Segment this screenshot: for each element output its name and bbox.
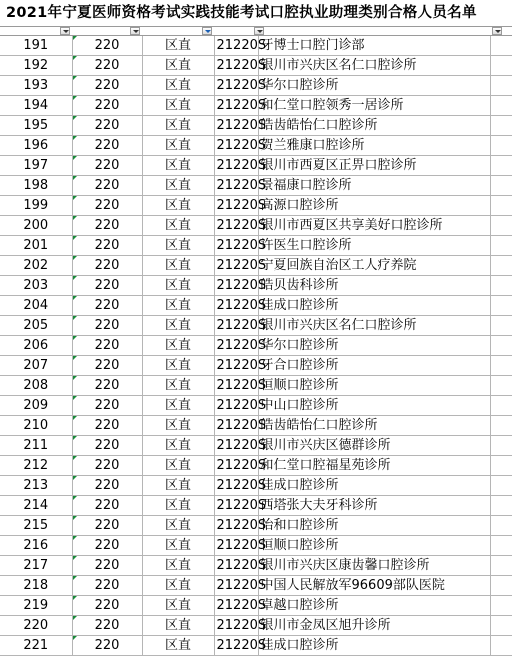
empty-cell[interactable]	[490, 76, 512, 96]
work-unit-cell[interactable]: 牙合口腔诊所	[258, 356, 490, 376]
work-unit-cell[interactable]: 银川市兴庆区名仁口腔诊所	[258, 56, 490, 76]
table-row[interactable]	[0, 356, 512, 376]
empty-cell[interactable]	[490, 216, 512, 236]
work-unit-cell[interactable]: 贺兰雅康口腔诊所	[258, 136, 490, 156]
table-row[interactable]	[0, 476, 512, 496]
empty-cell[interactable]	[490, 116, 512, 136]
row-number-cell[interactable]: 207	[0, 356, 72, 376]
exam-id-cell[interactable]: 21220S	[214, 76, 258, 96]
work-unit-cell[interactable]: 佳成口腔诊所	[258, 296, 490, 316]
exam-id-cell[interactable]: 21220S	[214, 136, 258, 156]
exam-id-cell[interactable]: 21220S	[214, 276, 258, 296]
filter-header-row	[0, 27, 512, 36]
table-row[interactable]	[0, 416, 512, 436]
score-cell[interactable]: 220	[72, 296, 142, 316]
work-unit-cell[interactable]: 银川市金凤区旭升诊所	[258, 616, 490, 636]
work-unit-cell[interactable]: 宁夏回族自治区工人疗养院	[258, 256, 490, 276]
exam-id-cell[interactable]: 21220S	[214, 536, 258, 556]
empty-cell[interactable]	[490, 596, 512, 616]
work-unit-cell[interactable]: 和仁堂口腔福星苑诊所	[258, 456, 490, 476]
area-cell[interactable]: 区直	[142, 516, 214, 536]
score-cell[interactable]: 220	[72, 176, 142, 196]
row-number-cell[interactable]: 196	[0, 136, 72, 156]
exam-id-cell[interactable]: 21220S	[214, 356, 258, 376]
score-cell[interactable]: 220	[72, 96, 142, 116]
area-cell[interactable]: 区直	[142, 276, 214, 296]
work-unit-cell[interactable]: 许医生口腔诊所	[258, 236, 490, 256]
table-row[interactable]	[0, 496, 512, 516]
table-row[interactable]	[0, 456, 512, 476]
empty-cell[interactable]	[490, 376, 512, 396]
work-unit-cell[interactable]: 高源口腔诊所	[258, 196, 490, 216]
exam-id-cell[interactable]: 21220S	[214, 296, 258, 316]
score-cell[interactable]: 220	[72, 516, 142, 536]
filter-dropdown-icon-col4[interactable]	[254, 27, 264, 35]
area-cell[interactable]: 区直	[142, 476, 214, 496]
empty-cell[interactable]	[490, 516, 512, 536]
exam-id-cell[interactable]: 21220S	[214, 236, 258, 256]
empty-cell[interactable]	[490, 336, 512, 356]
work-unit-cell[interactable]: 华尔口腔诊所	[258, 336, 490, 356]
exam-id-cell[interactable]: 21220S	[214, 336, 258, 356]
work-unit-cell[interactable]: 景福康口腔诊所	[258, 176, 490, 196]
exam-id-cell[interactable]: 21220S	[214, 256, 258, 276]
empty-cell[interactable]	[490, 536, 512, 556]
work-unit-cell[interactable]: 银川市兴庆区名仁口腔诊所	[258, 316, 490, 336]
row-number-cell[interactable]: 212	[0, 456, 72, 476]
empty-cell[interactable]	[490, 416, 512, 436]
table-row[interactable]	[0, 436, 512, 456]
table-row[interactable]	[0, 216, 512, 236]
filter-dropdown-icon-col2[interactable]	[130, 27, 140, 35]
area-cell[interactable]: 区直	[142, 216, 214, 236]
empty-cell[interactable]	[490, 196, 512, 216]
empty-cell[interactable]	[490, 236, 512, 256]
score-cell[interactable]: 220	[72, 476, 142, 496]
row-number-cell[interactable]: 202	[0, 256, 72, 276]
empty-cell[interactable]	[490, 276, 512, 296]
row-number-cell[interactable]: 203	[0, 276, 72, 296]
row-number-cell[interactable]: 217	[0, 556, 72, 576]
row-number-cell[interactable]: 201	[0, 236, 72, 256]
area-cell[interactable]: 区直	[142, 636, 214, 656]
work-unit-cell[interactable]: 银川市西夏区正畀口腔诊所	[258, 156, 490, 176]
exam-id-cell[interactable]: 21220S	[214, 176, 258, 196]
exam-id-cell[interactable]: 21220S	[214, 616, 258, 636]
score-cell[interactable]: 220	[72, 216, 142, 236]
row-number-cell[interactable]: 193	[0, 76, 72, 96]
score-cell[interactable]: 220	[72, 36, 142, 56]
empty-cell[interactable]	[490, 96, 512, 116]
table-row[interactable]	[0, 56, 512, 76]
score-cell[interactable]: 220	[72, 556, 142, 576]
sheet-title: 2021年宁夏医师资格考试实践技能考试口腔执业助理类别合格人员名单	[0, 0, 512, 27]
row-number-cell[interactable]: 210	[0, 416, 72, 436]
table-row[interactable]	[0, 156, 512, 176]
row-number-cell[interactable]: 218	[0, 576, 72, 596]
empty-cell[interactable]	[490, 456, 512, 476]
area-cell[interactable]: 区直	[142, 56, 214, 76]
filter-dropdown-icon-col1[interactable]	[60, 27, 70, 35]
score-cell[interactable]: 220	[72, 536, 142, 556]
score-cell[interactable]: 220	[72, 256, 142, 276]
row-number-cell[interactable]: 194	[0, 96, 72, 116]
exam-id-cell[interactable]: 21220S	[214, 216, 258, 236]
score-cell[interactable]: 220	[72, 196, 142, 216]
work-unit-cell[interactable]: 银川市西夏区共享美好口腔诊所	[258, 216, 490, 236]
area-cell[interactable]: 区直	[142, 496, 214, 516]
work-unit-cell[interactable]: 恒顺口腔诊所	[258, 536, 490, 556]
empty-cell[interactable]	[490, 556, 512, 576]
score-cell[interactable]: 220	[72, 636, 142, 656]
area-cell[interactable]: 区直	[142, 436, 214, 456]
row-number-cell[interactable]: 221	[0, 636, 72, 656]
area-cell[interactable]: 区直	[142, 36, 214, 56]
area-cell[interactable]: 区直	[142, 116, 214, 136]
table-row[interactable]	[0, 556, 512, 576]
exam-id-cell[interactable]: 21220S	[214, 396, 258, 416]
empty-cell[interactable]	[490, 496, 512, 516]
row-number-cell[interactable]: 215	[0, 516, 72, 536]
empty-cell[interactable]	[490, 136, 512, 156]
area-cell[interactable]: 区直	[142, 616, 214, 636]
area-cell[interactable]: 区直	[142, 316, 214, 336]
row-number-cell[interactable]: 219	[0, 596, 72, 616]
exam-id-cell[interactable]: 21220S	[214, 456, 258, 476]
empty-cell[interactable]	[490, 476, 512, 496]
score-cell[interactable]: 220	[72, 376, 142, 396]
exam-id-cell[interactable]: 21220S	[214, 596, 258, 616]
score-cell[interactable]: 220	[72, 456, 142, 476]
score-cell[interactable]: 220	[72, 416, 142, 436]
row-number-cell[interactable]: 211	[0, 436, 72, 456]
exam-id-cell[interactable]: 21220S	[214, 96, 258, 116]
area-cell[interactable]: 区直	[142, 416, 214, 436]
score-cell[interactable]: 220	[72, 156, 142, 176]
row-number-cell[interactable]: 197	[0, 156, 72, 176]
row-number-cell[interactable]: 208	[0, 376, 72, 396]
exam-id-cell[interactable]: 21220S	[214, 316, 258, 336]
exam-id-cell[interactable]: 21220S	[214, 436, 258, 456]
table-row[interactable]	[0, 616, 512, 636]
score-cell[interactable]: 220	[72, 236, 142, 256]
filter-sort-icon-col3[interactable]	[202, 27, 212, 35]
work-unit-cell[interactable]: 银川市兴庆区德群诊所	[258, 436, 490, 456]
row-number-cell[interactable]: 209	[0, 396, 72, 416]
area-cell[interactable]: 区直	[142, 156, 214, 176]
table-row[interactable]	[0, 596, 512, 616]
exam-id-cell[interactable]: 21220S	[214, 556, 258, 576]
table-body	[0, 36, 512, 656]
area-cell[interactable]: 区直	[142, 596, 214, 616]
score-cell[interactable]: 220	[72, 436, 142, 456]
score-cell[interactable]: 220	[72, 336, 142, 356]
area-cell[interactable]: 区直	[142, 196, 214, 216]
table-row[interactable]	[0, 256, 512, 276]
score-cell[interactable]: 220	[72, 136, 142, 156]
area-cell[interactable]: 区直	[142, 456, 214, 476]
work-unit-cell[interactable]: 皓齿皓怡仁口腔诊所	[258, 416, 490, 436]
area-cell[interactable]: 区直	[142, 556, 214, 576]
table-row[interactable]	[0, 136, 512, 156]
row-number-cell[interactable]: 192	[0, 56, 72, 76]
empty-cell[interactable]	[490, 36, 512, 56]
empty-cell[interactable]	[490, 436, 512, 456]
work-unit-cell[interactable]: 牙博士口腔门诊部	[258, 36, 490, 56]
exam-id-cell[interactable]: 21220S	[214, 496, 258, 516]
empty-cell[interactable]	[490, 296, 512, 316]
area-cell[interactable]: 区直	[142, 96, 214, 116]
filter-dropdown-icon-col5[interactable]	[492, 27, 502, 35]
area-cell[interactable]: 区直	[142, 396, 214, 416]
table-row[interactable]	[0, 236, 512, 256]
table-row[interactable]	[0, 116, 512, 136]
area-cell[interactable]: 区直	[142, 336, 214, 356]
table-row[interactable]	[0, 296, 512, 316]
table-row[interactable]	[0, 36, 512, 56]
table-row[interactable]	[0, 196, 512, 216]
exam-id-cell[interactable]: 21220S	[214, 576, 258, 596]
table-row[interactable]	[0, 276, 512, 296]
score-cell[interactable]: 220	[72, 76, 142, 96]
row-number-cell[interactable]: 220	[0, 616, 72, 636]
row-number-cell[interactable]: 199	[0, 196, 72, 216]
exam-id-cell[interactable]: 21220S	[214, 516, 258, 536]
work-unit-cell[interactable]: 华尔口腔诊所	[258, 76, 490, 96]
score-cell[interactable]: 220	[72, 116, 142, 136]
empty-cell[interactable]	[490, 256, 512, 276]
work-unit-cell[interactable]: 怡和口腔诊所	[258, 516, 490, 536]
exam-id-cell[interactable]: 21220S	[214, 156, 258, 176]
area-cell[interactable]: 区直	[142, 236, 214, 256]
score-cell[interactable]: 220	[72, 56, 142, 76]
work-unit-cell[interactable]: 佳成口腔诊所	[258, 636, 490, 656]
area-cell[interactable]: 区直	[142, 536, 214, 556]
table-row[interactable]	[0, 536, 512, 556]
score-cell[interactable]: 220	[72, 276, 142, 296]
area-cell[interactable]: 区直	[142, 256, 214, 276]
table-row[interactable]	[0, 176, 512, 196]
empty-cell[interactable]	[490, 576, 512, 596]
work-unit-cell[interactable]: 和仁堂口腔领秀一居诊所	[258, 96, 490, 116]
row-number-cell[interactable]: 198	[0, 176, 72, 196]
row-number-cell[interactable]: 195	[0, 116, 72, 136]
row-number-cell[interactable]: 200	[0, 216, 72, 236]
table-row[interactable]	[0, 576, 512, 596]
table-row[interactable]	[0, 376, 512, 396]
exam-id-cell[interactable]: 21220S	[214, 476, 258, 496]
row-number-cell[interactable]: 216	[0, 536, 72, 556]
area-cell[interactable]: 区直	[142, 296, 214, 316]
score-cell[interactable]: 220	[72, 496, 142, 516]
row-number-cell[interactable]: 214	[0, 496, 72, 516]
empty-cell[interactable]	[490, 56, 512, 76]
empty-cell[interactable]	[490, 396, 512, 416]
table-row[interactable]	[0, 516, 512, 536]
exam-id-cell[interactable]: 21220S	[214, 36, 258, 56]
exam-id-cell[interactable]: 21220S	[214, 416, 258, 436]
exam-id-cell[interactable]: 21220S	[214, 56, 258, 76]
table-row[interactable]	[0, 336, 512, 356]
empty-cell[interactable]	[490, 636, 512, 656]
area-cell[interactable]: 区直	[142, 356, 214, 376]
table-row[interactable]	[0, 96, 512, 116]
area-cell[interactable]: 区直	[142, 176, 214, 196]
table-row[interactable]	[0, 636, 512, 656]
exam-id-cell[interactable]: 21220S	[214, 376, 258, 396]
table-row[interactable]	[0, 396, 512, 416]
table-row[interactable]	[0, 316, 512, 336]
score-cell[interactable]: 220	[72, 616, 142, 636]
row-number-cell[interactable]: 205	[0, 316, 72, 336]
area-cell[interactable]: 区直	[142, 76, 214, 96]
row-number-cell[interactable]: 204	[0, 296, 72, 316]
empty-cell[interactable]	[490, 356, 512, 376]
score-cell[interactable]: 220	[72, 356, 142, 376]
row-number-cell[interactable]: 191	[0, 36, 72, 56]
score-cell[interactable]: 220	[72, 576, 142, 596]
work-unit-cell[interactable]: 皓贝齿科诊所	[258, 276, 490, 296]
score-cell[interactable]: 220	[72, 396, 142, 416]
work-unit-cell[interactable]: 佳成口腔诊所	[258, 476, 490, 496]
score-cell[interactable]: 220	[72, 316, 142, 336]
work-unit-cell[interactable]: 恒顺口腔诊所	[258, 376, 490, 396]
empty-cell[interactable]	[490, 176, 512, 196]
area-cell[interactable]: 区直	[142, 136, 214, 156]
work-unit-cell[interactable]: 卓越口腔诊所	[258, 596, 490, 616]
exam-id-cell[interactable]: 21220S	[214, 116, 258, 136]
empty-cell[interactable]	[490, 156, 512, 176]
row-number-cell[interactable]: 206	[0, 336, 72, 356]
score-cell[interactable]: 220	[72, 596, 142, 616]
work-unit-cell[interactable]: 中山口腔诊所	[258, 396, 490, 416]
exam-id-cell[interactable]: 21220S	[214, 636, 258, 656]
work-unit-cell[interactable]: 皓齿皓怡仁口腔诊所	[258, 116, 490, 136]
exam-id-cell[interactable]: 21220S	[214, 196, 258, 216]
area-cell[interactable]: 区直	[142, 376, 214, 396]
work-unit-cell[interactable]: 西塔张大夫牙科诊所	[258, 496, 490, 516]
candidate-table	[0, 36, 512, 656]
empty-cell[interactable]	[490, 616, 512, 636]
empty-cell[interactable]	[490, 316, 512, 336]
work-unit-cell[interactable]: 银川市兴庆区康齿馨口腔诊所	[258, 556, 490, 576]
area-cell[interactable]: 区直	[142, 576, 214, 596]
work-unit-cell[interactable]: 中国人民解放军96609部队医院	[258, 576, 490, 596]
table-row[interactable]	[0, 76, 512, 96]
row-number-cell[interactable]: 213	[0, 476, 72, 496]
